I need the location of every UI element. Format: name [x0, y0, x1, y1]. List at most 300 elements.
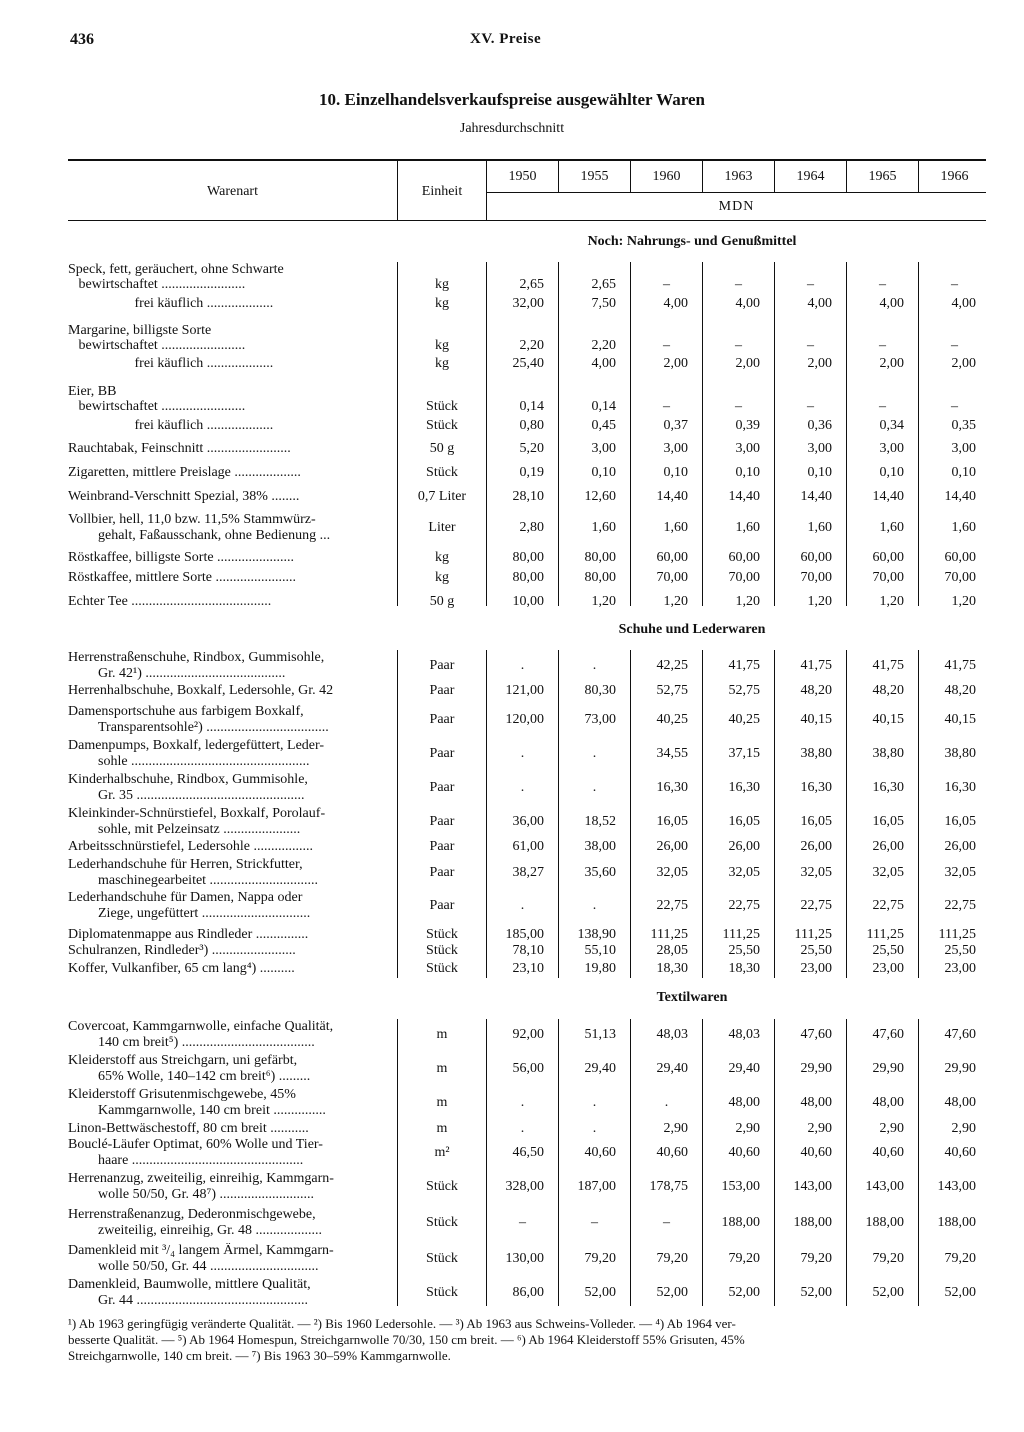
row-label: [68, 1207, 386, 1239]
table-cell: 40,15: [872, 712, 904, 727]
row-unit: Stück: [426, 1285, 458, 1300]
table-subtitle: Jahresdurchschnitt: [459, 121, 565, 136]
row-label-line: Kammgarnwolle, 140 cm breit ...............: [98, 1103, 326, 1118]
row-unit: m²: [434, 1145, 450, 1160]
table-cell: 1,20: [591, 594, 616, 609]
table-cell: .: [592, 658, 597, 673]
table-cell: 22,75: [728, 898, 760, 913]
row-label-line: bewirtschaftet ........................: [68, 277, 246, 292]
row-unit: m: [436, 1061, 448, 1076]
row-label-line: Weinbrand-Verschnitt Spezial, 38% ........: [68, 489, 300, 504]
table-cell: 16,05: [800, 814, 832, 829]
row-label-line: Herrenstraßenschuhe, Rindbox, Gummisohle,: [68, 650, 325, 665]
table-cell: 2,00: [807, 356, 832, 371]
table-cell: 32,05: [800, 865, 832, 880]
row-label: [68, 489, 386, 505]
table-cell: 29,90: [944, 1061, 976, 1076]
row-label-line: Röstkaffee, billigste Sorte ......................: [68, 550, 295, 565]
table-cell: 29,40: [584, 1061, 616, 1076]
table-cell: 16,05: [656, 814, 688, 829]
footnote-line: ¹) Ab 1963 geringfügig veränderte Qualität. — ²) Bis 1960 Ledersohle. — ³) Ab 1963 aus Schweins-Volleder. — ⁴) Ab 1964 ver-: [68, 1316, 736, 1331]
row-label-line: Arbeitsschnürstiefel, Ledersohle .................: [68, 839, 313, 854]
row-label: [68, 1121, 386, 1137]
table-cell: 60,00: [872, 550, 904, 565]
table-cell: 18,30: [728, 961, 760, 976]
row-label-line: Covercoat, Kammgarnwolle, einfache Qualität,: [68, 1019, 334, 1034]
table-cell: 4,00: [807, 296, 832, 311]
table-cell: 40,60: [944, 1145, 976, 1160]
table-cell: –: [663, 399, 670, 414]
row-label-line: bewirtschaftet ........................: [68, 399, 246, 414]
row-unit: m: [436, 1121, 448, 1136]
table-title: 10. Einzelhandelsverkaufspreise ausgewählter Waren: [319, 90, 705, 109]
row-label: [68, 943, 386, 959]
row-label-line: Damenpumps, Boxkalf, ledergefüttert, Leder-: [68, 738, 325, 753]
table-cell: 80,00: [512, 570, 544, 585]
row-unit: kg: [435, 356, 449, 371]
table-cell: –: [663, 338, 670, 353]
table-cell: 0,37: [663, 418, 688, 433]
table-cell: 2,90: [807, 1121, 832, 1136]
table-cell: .: [520, 658, 525, 673]
footnote-line: Streichgarnwolle, 140 cm breit. — ⁷) Bis 1963 30–59% Kammgarnwolle.: [68, 1348, 451, 1363]
table-cell: 52,00: [584, 1285, 616, 1300]
table-cell: 79,20: [656, 1251, 688, 1266]
table-cell: 2,00: [951, 356, 976, 371]
header-mid-rule: [486, 192, 986, 193]
table-cell: 138,90: [577, 927, 616, 942]
table-cell: 14,40: [800, 489, 832, 504]
row-unit: Paar: [429, 898, 455, 913]
row-label-line: Transparentsohle²) ...................................: [98, 720, 329, 735]
row-label-line: Gr. 35 ................................................: [98, 788, 305, 803]
row-label: [68, 1277, 386, 1309]
table-cell: 19,80: [584, 961, 616, 976]
table-cell: 0,10: [951, 465, 976, 480]
row-label-line: Bouclé-Läufer Optimat, 60% Wolle und Tier-: [68, 1137, 323, 1152]
table-cell: 328,00: [505, 1179, 544, 1194]
row-label-line: Rauchtabak, Feinschnitt ........................: [68, 441, 291, 456]
row-label: [68, 806, 386, 838]
table-cell: 23,00: [872, 961, 904, 976]
row-unit: Paar: [429, 865, 455, 880]
table-cell: 32,05: [656, 865, 688, 880]
row-unit: Stück: [426, 1215, 458, 1230]
table-cell: 143,00: [937, 1179, 976, 1194]
row-label-line: Koffer, Vulkanfiber, 65 cm lang⁴) ..........: [68, 961, 295, 976]
column-header-year: 1966: [940, 169, 969, 184]
row-unit: Paar: [429, 746, 455, 761]
table-cell: .: [664, 1095, 669, 1110]
table-cell: 79,20: [944, 1251, 976, 1266]
table-cell: 188,00: [793, 1215, 832, 1230]
table-cell: 16,30: [656, 780, 688, 795]
table-cell: 111,25: [794, 927, 832, 942]
row-label: [68, 550, 386, 566]
table-cell: 70,00: [872, 570, 904, 585]
table-cell: 2,00: [735, 356, 760, 371]
row-label: [68, 961, 386, 977]
row-label-line: maschinegearbeitet ...............................: [98, 873, 319, 888]
table-cell: 41,75: [728, 658, 760, 673]
table-cell: 3,00: [591, 441, 616, 456]
row-label-line: frei käuflich ...................: [68, 418, 274, 433]
row-label-line: sohle ...................................................: [98, 754, 310, 769]
table-cell: 26,00: [728, 839, 760, 854]
row-label: [68, 338, 386, 354]
table-cell: 52,75: [656, 683, 688, 698]
row-unit: Stück: [426, 961, 458, 976]
row-label: [68, 738, 386, 770]
row-label-line: Herrenanzug, zweiteilig, einreihig, Kammgarn-: [68, 1171, 334, 1186]
row-label: [68, 418, 386, 434]
row-label: [68, 1171, 386, 1203]
table-cell: 86,00: [512, 1285, 544, 1300]
table-cell: 14,40: [872, 489, 904, 504]
row-label-line: Kleiderstoff aus Streichgarn, uni gefärbt,: [68, 1053, 298, 1068]
table-cell: 22,75: [656, 898, 688, 913]
table-cell: 0,35: [951, 418, 976, 433]
table-cell: 36,00: [512, 814, 544, 829]
table-cell: 26,00: [944, 839, 976, 854]
table-cell: 0,10: [591, 465, 616, 480]
row-label-line: frei käuflich ...................: [68, 356, 274, 371]
row-label: [68, 1087, 386, 1119]
header-top-rule: [68, 159, 986, 161]
row-label-line: Speck, fett, geräuchert, ohne Schwarte: [68, 262, 284, 277]
row-unit: kg: [435, 338, 449, 353]
table-cell: 14,40: [944, 489, 976, 504]
row-label-line: Ziege, ungefüttert ...............................: [98, 906, 311, 921]
table-cell: 48,03: [728, 1027, 760, 1042]
row-label-line: Kinderhalbschuhe, Rindbox, Gummisohle,: [68, 772, 308, 787]
table-cell: 153,00: [721, 1179, 760, 1194]
table-cell: 28,05: [656, 943, 688, 958]
row-label-line: Herrenhalbschuhe, Boxkalf, Ledersohle, Gr. 42: [68, 683, 334, 698]
row-label-line: wolle 50/50, Gr. 48⁷) ...........................: [98, 1187, 315, 1202]
row-label-line: Zigaretten, mittlere Preislage ...................: [68, 465, 301, 480]
table-cell: 2,00: [879, 356, 904, 371]
table-cell: 1,20: [879, 594, 904, 609]
table-cell: 70,00: [656, 570, 688, 585]
table-cell: 28,10: [512, 489, 544, 504]
row-label: [68, 1053, 386, 1085]
table-cell: 79,20: [584, 1251, 616, 1266]
table-cell: 18,52: [584, 814, 616, 829]
row-label-line: Lederhandschuhe für Herren, Strickfutter,: [68, 857, 303, 872]
row-label-line: zweiteilig, einreihig, Gr. 48 ...................: [98, 1223, 322, 1238]
table-cell: 2,20: [519, 338, 544, 353]
section-heading: Noch: Nahrungs- und Genußmittel: [587, 234, 797, 249]
table-cell: –: [879, 338, 886, 353]
table-cell: 48,20: [872, 683, 904, 698]
table-cell: .: [592, 780, 597, 795]
row-label: [68, 704, 386, 736]
table-cell: 188,00: [865, 1215, 904, 1230]
table-cell: 1,60: [663, 520, 688, 535]
table-cell: 111,25: [938, 927, 976, 942]
table-cell: 73,00: [584, 712, 616, 727]
table-cell: 32,00: [512, 296, 544, 311]
row-unit: Paar: [429, 712, 455, 727]
row-label: [68, 399, 386, 415]
table-cell: –: [735, 277, 742, 292]
footnote-line: besserte Qualität. — ⁵) Ab 1964 Homespun, Streichgarnwolle 70/30, 150 cm breit. — ⁶) Ab 1964 Kleiderstoff 55% Grisuten, 45%: [68, 1332, 745, 1347]
table-cell: 3,00: [879, 441, 904, 456]
table-cell: –: [879, 399, 886, 414]
row-unit: Stück: [426, 465, 458, 480]
table-cell: 32,05: [728, 865, 760, 880]
table-cell: 78,10: [512, 943, 544, 958]
table-cell: 22,75: [800, 898, 832, 913]
table-cell: 52,00: [872, 1285, 904, 1300]
row-unit: 0,7 Liter: [417, 489, 467, 504]
row-label-line: gehalt, Faßausschank, ohne Bedienung ...: [98, 528, 331, 543]
table-cell: 79,20: [728, 1251, 760, 1266]
table-cell: 4,00: [591, 356, 616, 371]
table-cell: 60,00: [656, 550, 688, 565]
table-cell: 38,00: [584, 839, 616, 854]
table-cell: 14,40: [656, 489, 688, 504]
table-cell: 120,00: [505, 712, 544, 727]
table-cell: 3,00: [807, 441, 832, 456]
table-cell: –: [735, 399, 742, 414]
table-cell: 0,19: [519, 465, 544, 480]
table-cell: 38,80: [872, 746, 904, 761]
row-unit: Paar: [429, 780, 455, 795]
row-label-line: Röstkaffee, mittlere Sorte .......................: [68, 570, 296, 585]
row-label-line: haare .................................................: [98, 1153, 304, 1168]
table-cell: 35,60: [584, 865, 616, 880]
table-cell: 0,10: [879, 465, 904, 480]
table-cell: .: [520, 1095, 525, 1110]
table-cell: 130,00: [505, 1251, 544, 1266]
table-cell: 48,20: [800, 683, 832, 698]
row-label: [68, 890, 386, 922]
row-label-line: wolle 50/50, Gr. 44 ...............................: [98, 1259, 319, 1274]
table-cell: –: [951, 399, 958, 414]
row-label-line: Diplomatenmappe aus Rindleder ...............: [68, 927, 309, 942]
table-cell: 48,00: [944, 1095, 976, 1110]
table-cell: –: [951, 338, 958, 353]
section-heading: Schuhe und Lederwaren: [618, 622, 766, 637]
table-cell: –: [879, 277, 886, 292]
row-unit: Paar: [429, 683, 455, 698]
row-unit: Liter: [428, 520, 456, 535]
table-cell: 48,00: [872, 1095, 904, 1110]
table-cell: 2,90: [735, 1121, 760, 1136]
table-cell: 56,00: [512, 1061, 544, 1076]
table-cell: 70,00: [944, 570, 976, 585]
table-cell: .: [592, 1095, 597, 1110]
table-cell: 80,30: [584, 683, 616, 698]
row-label: [68, 570, 386, 586]
row-label-line: Damensportschuhe aus farbigem Boxkalf,: [68, 704, 304, 719]
table-cell: 143,00: [793, 1179, 832, 1194]
table-cell: 0,14: [591, 399, 616, 414]
row-label-line: frei käuflich ...................: [68, 296, 274, 311]
table-cell: 47,60: [800, 1027, 832, 1042]
table-cell: 16,30: [728, 780, 760, 795]
page-number: 436: [70, 31, 94, 48]
row-label-line: Margarine, billigste Sorte: [68, 323, 212, 338]
table-cell: –: [591, 1215, 598, 1230]
row-label-line: Gr. 42¹) ........................................: [98, 666, 286, 681]
table-cell: 1,20: [663, 594, 688, 609]
table-cell: 1,60: [879, 520, 904, 535]
table-cell: 111,25: [866, 927, 904, 942]
table-cell: 80,00: [584, 570, 616, 585]
row-label-line: Gr. 44 .................................................: [98, 1293, 308, 1308]
table-cell: 48,00: [728, 1095, 760, 1110]
row-unit: Paar: [429, 839, 455, 854]
row-label-line: Vollbier, hell, 11,0 bzw. 11,5% Stammwürz-: [68, 512, 316, 527]
table-cell: 0,10: [735, 465, 760, 480]
table-cell: 188,00: [937, 1215, 976, 1230]
table-cell: 38,80: [944, 746, 976, 761]
table-cell: 1,20: [951, 594, 976, 609]
table-cell: 42,25: [656, 658, 688, 673]
table-cell: 4,00: [735, 296, 760, 311]
column-header-year: 1965: [868, 169, 897, 184]
table-cell: 41,75: [872, 658, 904, 673]
row-unit: Stück: [426, 1179, 458, 1194]
table-cell: .: [520, 898, 525, 913]
row-label-line: sohle, mit Pelzeinsatz ......................: [98, 822, 301, 837]
table-cell: 25,50: [728, 943, 760, 958]
table-cell: 47,60: [944, 1027, 976, 1042]
row-label: [68, 465, 386, 481]
table-cell: 7,50: [591, 296, 616, 311]
row-label: [68, 323, 386, 339]
table-cell: 23,00: [800, 961, 832, 976]
table-cell: 60,00: [728, 550, 760, 565]
table-cell: 34,55: [656, 746, 688, 761]
row-label-line: Kleinkinder-Schnürstiefel, Boxkalf, Porolauf-: [68, 806, 326, 821]
table-cell: 40,60: [584, 1145, 616, 1160]
column-header-year: 1955: [580, 169, 609, 184]
row-label-line: Lederhandschuhe für Damen, Nappa oder: [68, 890, 303, 905]
table-cell: 12,60: [584, 489, 616, 504]
table-cell: 46,50: [512, 1145, 544, 1160]
row-label: [68, 262, 386, 278]
row-unit: kg: [435, 296, 449, 311]
table-cell: 178,75: [649, 1179, 688, 1194]
table-cell: 0,10: [663, 465, 688, 480]
table-cell: 61,00: [512, 839, 544, 854]
table-cell: 48,00: [800, 1095, 832, 1110]
table-cell: 2,00: [663, 356, 688, 371]
table-cell: 41,75: [800, 658, 832, 673]
header-bottom-rule: [68, 220, 986, 221]
row-label-line: Damenkleid, Baumwolle, mittlere Qualität,: [68, 1277, 311, 1292]
table-cell: 70,00: [728, 570, 760, 585]
table-cell: 16,05: [944, 814, 976, 829]
table-cell: 2,65: [591, 277, 616, 292]
row-unit: 50 g: [429, 441, 455, 456]
table-cell: 23,10: [512, 961, 544, 976]
table-cell: 0,80: [519, 418, 544, 433]
table-cell: 40,60: [656, 1145, 688, 1160]
column-header-einheit: Einheit: [421, 184, 463, 199]
table-cell: 0,34: [879, 418, 904, 433]
table-cell: 32,05: [872, 865, 904, 880]
row-unit: 50 g: [429, 594, 455, 609]
table-cell: 16,30: [944, 780, 976, 795]
table-cell: .: [592, 1121, 597, 1136]
row-label-line: Kleiderstoff Grisutenmischgewebe, 45%: [68, 1087, 296, 1102]
table-cell: 1,20: [807, 594, 832, 609]
table-cell: 111,25: [650, 927, 688, 942]
table-cell: 40,15: [800, 712, 832, 727]
column-header-year: 1964: [796, 169, 825, 184]
table-cell: 0,36: [807, 418, 832, 433]
table-cell: 23,00: [944, 961, 976, 976]
table-cell: 47,60: [872, 1027, 904, 1042]
row-label: [68, 594, 386, 610]
table-cell: 38,80: [800, 746, 832, 761]
table-cell: 52,00: [728, 1285, 760, 1300]
row-label: [68, 839, 386, 855]
table-cell: 40,25: [728, 712, 760, 727]
table-cell: 60,00: [800, 550, 832, 565]
table-cell: 3,00: [735, 441, 760, 456]
table-cell: 16,30: [872, 780, 904, 795]
row-unit: Paar: [429, 814, 455, 829]
row-unit: Stück: [426, 418, 458, 433]
table-cell: .: [520, 746, 525, 761]
table-cell: 51,13: [584, 1027, 616, 1042]
row-label-line: Linon-Bettwäschestoff, 80 cm breit ...........: [68, 1121, 309, 1136]
table-cell: 48,20: [944, 683, 976, 698]
table-cell: .: [520, 780, 525, 795]
row-label-line: Schulranzen, Rindleder³) ........................: [68, 943, 296, 958]
table-cell: 2,90: [663, 1121, 688, 1136]
row-label-line: 140 cm breit⁵) ......................................: [98, 1035, 315, 1050]
table-cell: 52,00: [800, 1285, 832, 1300]
row-label-line: Echter Tee ........................................: [68, 594, 272, 609]
row-unit: Stück: [426, 1251, 458, 1266]
column-header-year: 1960: [652, 169, 681, 184]
table-cell: 48,03: [656, 1027, 688, 1042]
table-cell: 143,00: [865, 1179, 904, 1194]
table-cell: 16,05: [728, 814, 760, 829]
row-label: [68, 296, 386, 312]
table-cell: 16,30: [800, 780, 832, 795]
column-header-warenart: Warenart: [207, 184, 258, 199]
table-cell: 22,75: [872, 898, 904, 913]
table-cell: 111,25: [722, 927, 760, 942]
row-label: [68, 650, 386, 682]
table-cell: 1,60: [591, 520, 616, 535]
table-cell: 40,15: [944, 712, 976, 727]
table-cell: 52,75: [728, 683, 760, 698]
column-header-year: 1963: [724, 169, 753, 184]
row-label: [68, 927, 386, 943]
table-cell: 80,00: [584, 550, 616, 565]
table-cell: .: [592, 746, 597, 761]
table-cell: 40,25: [656, 712, 688, 727]
table-cell: 29,90: [872, 1061, 904, 1076]
section-heading: Textilwaren: [656, 990, 728, 1005]
row-unit: m: [436, 1027, 448, 1042]
table-cell: 26,00: [800, 839, 832, 854]
table-cell: –: [807, 399, 814, 414]
table-cell: –: [735, 338, 742, 353]
row-label: [68, 1137, 386, 1169]
row-label-line: 65% Wolle, 140–142 cm breit⁶) .........: [98, 1069, 311, 1084]
row-label: [68, 1019, 386, 1051]
